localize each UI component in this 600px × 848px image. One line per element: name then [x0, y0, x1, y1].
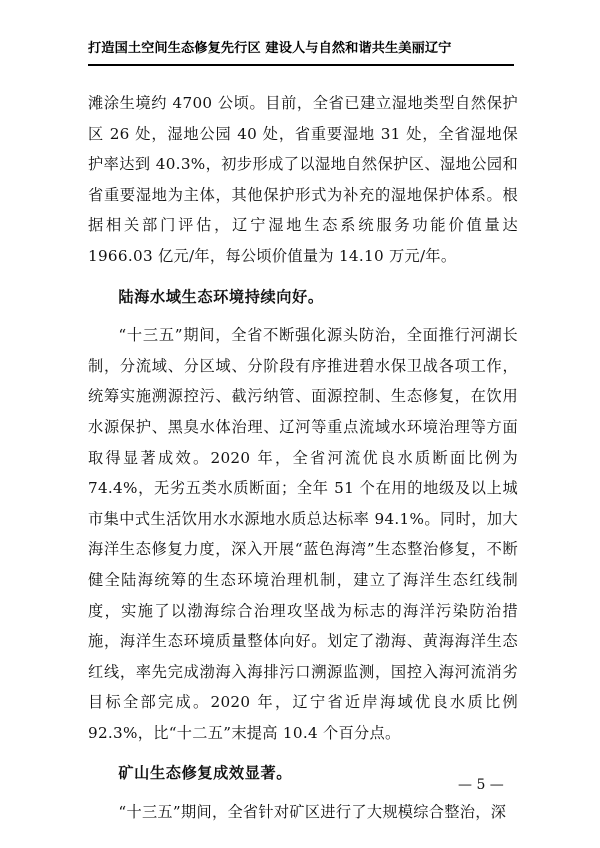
document-body — [88, 88, 518, 828]
paragraph-mining: “十三五”期间，全省针对矿区进行了大规模综合整治，深 — [118, 803, 507, 822]
section-heading-mining: 矿山生态修复成效显著。 — [118, 764, 293, 783]
section-heading-water: 陆海水域生态环境持续向好。 — [118, 287, 324, 306]
paragraph-water: “十三五”期间，全省不断强化源头防治，全面推行河湖长制，分流域、分区域、分阶段有序推进碧水保卫战各项工作，统筹实施溯源控污、截污纳管、面源控制、生态修复，在饮用水源保护、黑臭水体治理、辽河等重点流域水环境治理等方面取得显著成效。2020 年，全省河流优良水质断面比例为 74.4%，无劣五类水质断面；全年 51 个在用的地级及以上城市集中式生活饮用水水源地水质总达标率 94.1%。同时，加大海洋生态修复力度，深入开展“蓝色海湾”生态整治修复，不断健全陆海统筹的生态环境治理机制，建立了海洋生态红线制度，实施了以渤海综合治理攻坚战为标志的海洋污染防治措施，海洋生态环境质量整体向好。划定了渤海、黄海海洋生态红线，率先完成渤海入海排污口溯源监测，国控入海河流消劣目标全部完成。2020 年，辽宁省近岸海域优良水质比例 92.3%，比“十二五”末提高 10.4 个百分点。 — [88, 326, 518, 742]
running-header: 打造国土空间生态修复先行区 建设人与自然和谐共生美丽辽宁 — [88, 41, 452, 56]
header-rule — [88, 64, 514, 66]
page-number: — 5 — — [458, 777, 504, 793]
paragraph-wetland: 滩涂生境约 4700 公顷。目前，全省已建立湿地类型自然保护区 26 处，湿地公园 40 处，省重要湿地 31 处，全省湿地保护率达到 40.3%，初步形成了以湿地自然保护区、湿地公园和省重要湿地为主体，其他保护形式为补充的湿地保护体系。根据相关部门评估，辽宁湿地生态系统服务功能价值量达 1966.03 亿元/年，每公顷价值量为 14.10 万元/年。 — [88, 94, 518, 265]
